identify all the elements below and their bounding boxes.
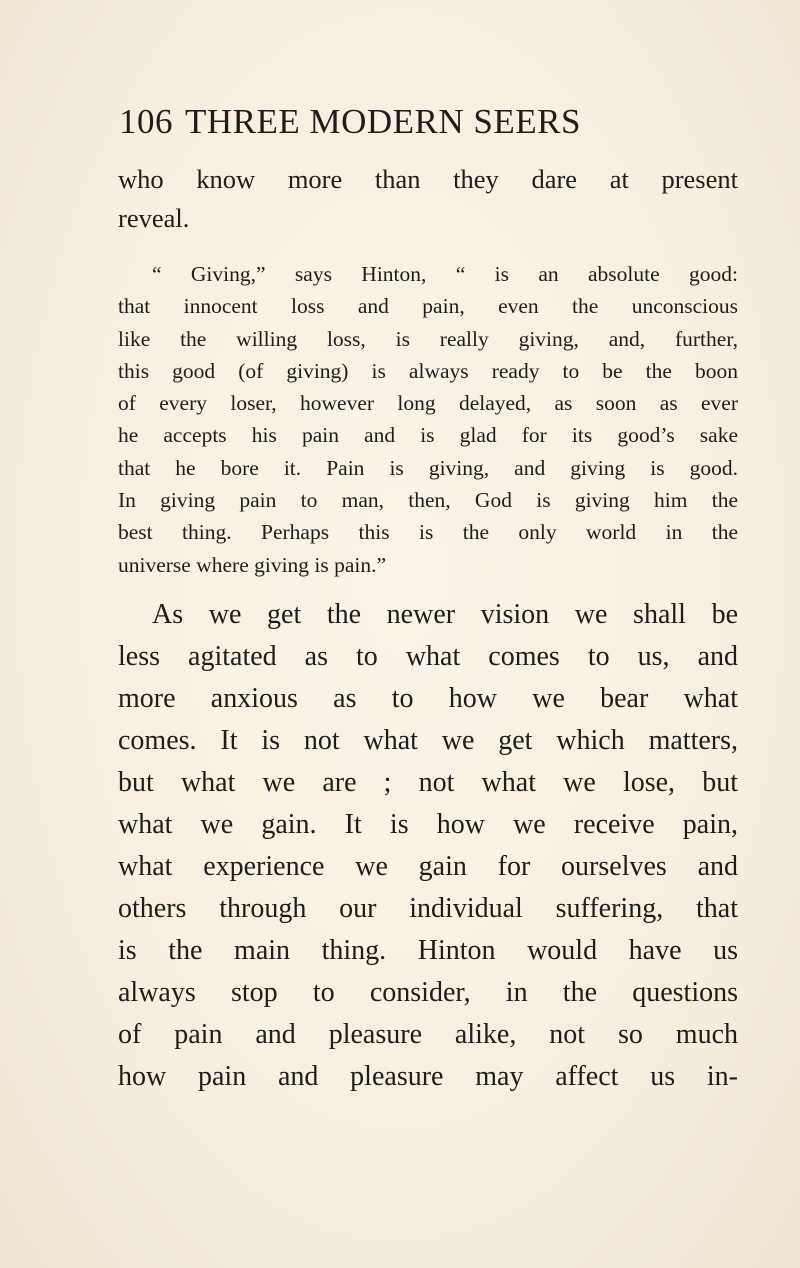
opening-paragraph (118, 160, 738, 238)
main-paragraph (118, 594, 738, 1098)
text-line: comes. It is not what we get which matters, (118, 725, 738, 756)
text-line: that innocent loss and pain, even the unconscious (118, 294, 738, 319)
text-line: he accepts his pain and is glad for its good’s sake (118, 423, 738, 448)
text-line: is the main thing. Hinton would have us (118, 935, 738, 966)
text-line: but what we are ; not what we lose, but (118, 767, 738, 798)
text-line: what experience we gain for ourselves and (118, 851, 738, 882)
running-title: THREE MODERN SEERS (185, 102, 581, 141)
text-line: best thing. Perhaps this is the only world in the (118, 520, 738, 545)
text-line: this good (of giving) is always ready to be the boon (118, 358, 738, 383)
text-line: As we get the newer vision we shall be (152, 599, 738, 630)
text-line: how pain and pleasure may affect us in- (118, 1061, 738, 1092)
text-line: like the willing loss, is really giving, and, further, (118, 326, 738, 351)
text-line: In giving pain to man, then, God is giving him the (118, 488, 738, 513)
text-line: less agitated as to what comes to us, and (118, 641, 738, 672)
text-line: “ Giving,” says Hinton, “ is an absolute good: (152, 262, 738, 286)
text-line: of every loser, however long delayed, as soon as ever (118, 391, 738, 416)
hinton-quote-paragraph (118, 258, 738, 581)
text-line: what we gain. It is how we receive pain, (118, 809, 738, 840)
text-line: of pain and pleasure alike, not so much (118, 1019, 738, 1050)
page-number: 106 (119, 102, 173, 141)
text-line: always stop to consider, in the questions (118, 977, 738, 1008)
text-line: universe where giving is pain.” (118, 552, 387, 577)
text-line: others through our individual suffering, that (118, 893, 738, 924)
text-line: reveal. (118, 203, 190, 233)
text-line: more anxious as to how we bear what (118, 683, 738, 714)
running-head (119, 100, 739, 144)
text-line: who know more than they dare at present (118, 164, 738, 194)
text-line: that he bore it. Pain is giving, and giving is good. (118, 455, 738, 480)
